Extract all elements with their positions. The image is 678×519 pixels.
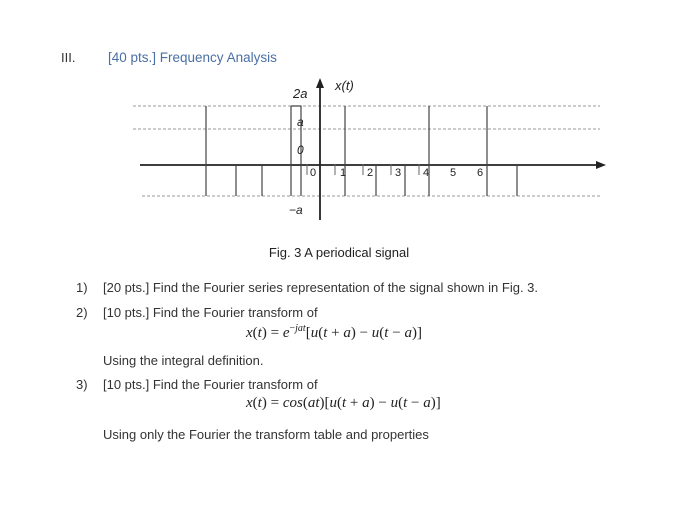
question-3-number: 3) (76, 377, 88, 392)
question-2-text: [10 pts.] Find the Fourier transform of (103, 305, 318, 320)
x-tick-0: 0 (310, 167, 317, 179)
y-tick-2a: 2a (293, 86, 308, 101)
x-tick-2: 2 (367, 167, 374, 179)
question-3-note: Using only the Fourier the transform table and properties (103, 427, 429, 442)
y-tick-a: a (297, 115, 304, 129)
x-tick-1: 1 (340, 167, 347, 179)
question-2-number: 2) (76, 305, 88, 320)
section-title: [40 pts.] Frequency Analysis (108, 50, 277, 65)
question-3-equation: x(t) = cos(at)[u(t + a) − u(t − a)] (246, 395, 441, 411)
x-tick-5: 5 (450, 167, 457, 179)
y-tick-0: 0 (297, 143, 304, 157)
question-1-text: [20 pts.] Find the Fourier series representation of the signal shown in Fig. 3. (103, 280, 539, 295)
x-axis-arrow (596, 161, 606, 169)
question-1-number: 1) (76, 280, 88, 295)
y-axis-label: x(t) (335, 78, 354, 93)
periodic-signal-figure (0, 0, 678, 245)
question-2-equation: $x(t) = e^{-jat}[u(t + a) - u(t - a)]$ (246, 323, 422, 341)
x-tick-4: 4 (423, 167, 430, 179)
y-tick-neg-a: −a (289, 203, 303, 217)
question-2-note: Using the integral definition. (103, 353, 264, 368)
signal-pulses (206, 106, 517, 196)
question-3-text: [10 pts.] Find the Fourier transform of (103, 377, 318, 392)
figure-caption: Fig. 3 A periodical signal (268, 245, 410, 260)
y-axis-arrow (316, 78, 324, 88)
x-tick-3: 3 (395, 167, 402, 179)
section-number: III. (61, 50, 76, 65)
x-tick-6: 6 (477, 167, 484, 179)
